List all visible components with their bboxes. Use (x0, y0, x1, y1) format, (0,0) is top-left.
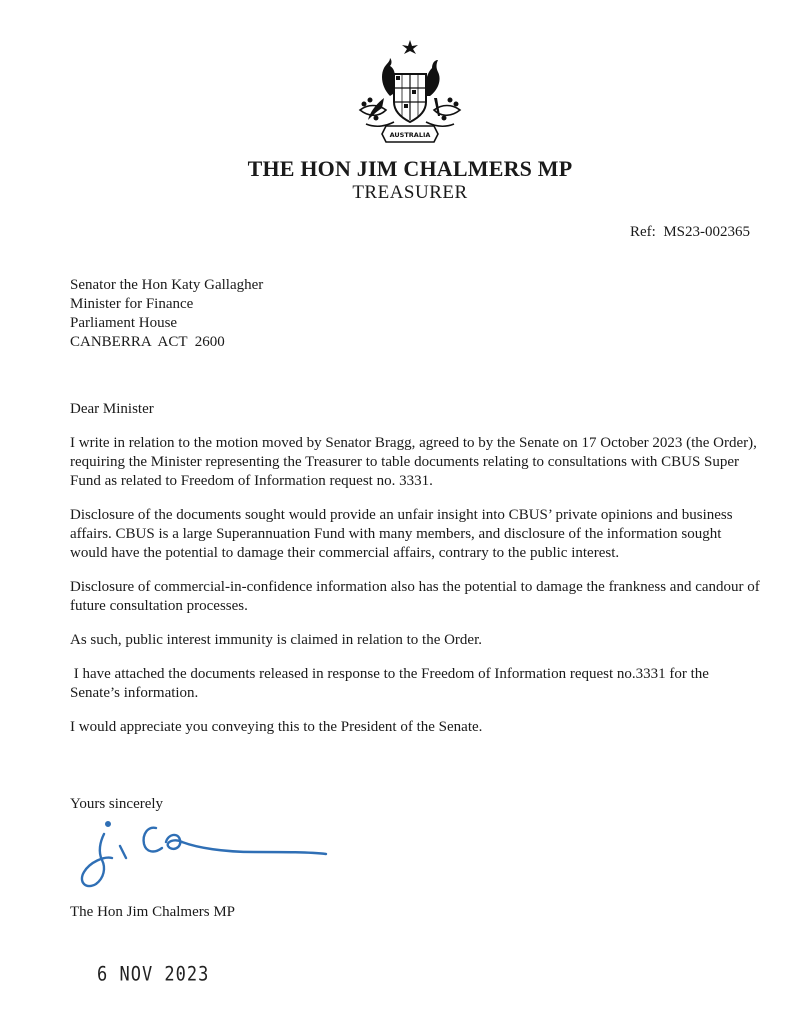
date-stamp: 6 NOV 2023 (97, 963, 210, 986)
recipient-line: CANBERRA ACT 2600 (70, 334, 225, 350)
recipient-line: Senator the Hon Katy Gallagher (70, 277, 264, 293)
crest-banner-text: AUSTRALIA (389, 131, 431, 139)
salutation: Dear Minister (70, 401, 154, 417)
body-paragraph: I have attached the documents released in response to the Freedom of Information request no.3331 for the Senate’s information. (70, 666, 713, 701)
commonwealth-coat-of-arms-icon (346, 38, 474, 146)
author-name: THE HON JIM CHALMERS MP (247, 156, 573, 181)
recipient-line: Minister for Finance (70, 296, 194, 312)
valediction: Yours sincerely (70, 796, 164, 812)
body-paragraph: Disclosure of the documents sought would provide an unfair insight into CBUS’ private opinions and business affairs. CBUS is a large Superannuation Fund with many members, and disclosure of the information sought would have the potential to damage their commercial affairs, contrary to the public interest. (70, 507, 733, 561)
recipient-line: Parliament House (70, 315, 178, 331)
signatory-name: The Hon Jim Chalmers MP (70, 904, 235, 920)
reference-number: Ref: MS23-002365 (630, 224, 750, 240)
body-paragraph: Disclosure of commercial-in-confidence information also has the potential to damage the frankness and candour of future consultation processes. (70, 579, 760, 614)
body-paragraph: I write in relation to the motion moved by Senator Bragg, agreed to by the Senate on 17 October 2023 (the Order), requiring the Minister representing the Treasurer to table documents relating to consultations with CBUS Super Fund as related to Freedom of Information request no. 3331. (70, 435, 757, 489)
letter-body (70, 400, 760, 752)
author-title: TREASURER (352, 182, 468, 203)
body-paragraph: As such, public interest immunity is claimed in relation to the Order. (70, 632, 483, 648)
body-paragraph: I would appreciate you conveying this to the President of the Senate. (70, 719, 483, 735)
handwritten-signature-icon (74, 812, 334, 894)
recipient-address (70, 276, 263, 352)
